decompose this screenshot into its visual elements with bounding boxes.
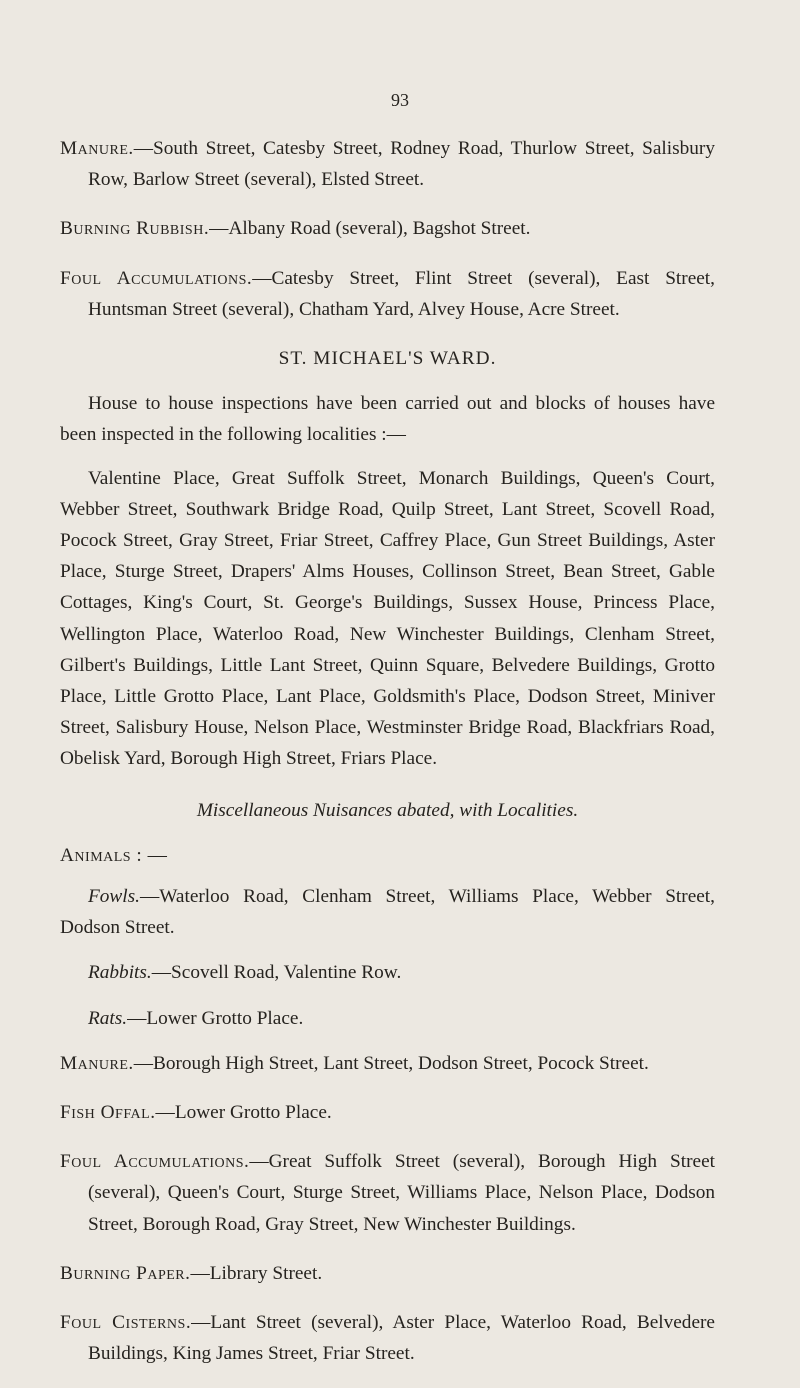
animal-name: Fowls.	[88, 886, 140, 908]
entry-burning-paper	[60, 1258, 715, 1289]
animal-text: —Scovell Road, Valentine Row.	[151, 962, 402, 984]
entry-heading: Foul Accumulations.	[60, 1151, 250, 1173]
animal-fowls	[60, 881, 715, 943]
animals-label: Animals : —	[60, 844, 168, 866]
entry-foul-accumulations-2	[60, 1146, 715, 1240]
entry-text: —Library Street.	[190, 1262, 323, 1284]
entry-heading: Foul Accumulations.	[60, 267, 253, 289]
localities-paragraph: Valentine Place, Great Suffolk Street, Monarch Buildings, Queen's Court, Webber Street, Southwark Bridge Road, Quilp Street, Lant Street, Scovell Road, Pocock Street, Gray Street, Friar Street, Caffrey Place, Gun Street Buildings, Aster Place, Sturge Street, Drapers' Alms Houses, Collinson Street, Bean Street, Gable Cottages, King's Court, St. George's Buildings, Sussex House, Princess Place, Wellington Place, Waterloo Road, New Winchester Buildings, Clenham Street, Gilbert's Buildings, Little Lant Street, Quinn Square, Belvedere Buildings, Grotto Place, Little Grotto Place, Lant Place, Goldsmith's Place, Dodson Street, Miniver Street, Salisbury House, Nelson Place, Westminster Bridge Road, Blackfriars Road, Obelisk Yard, Borough High Street, Friars Place.	[60, 467, 715, 770]
entry-text: —Albany Road (several), Bagshot Street.	[209, 218, 531, 240]
intro-paragraph: House to house inspections have been carried out and blocks of houses have been inspected in the following localities :—	[60, 393, 715, 446]
page-number: 93	[391, 90, 409, 110]
entry-text: —Borough High Street, Lant Street, Dodson Street, Pocock Street.	[133, 1052, 649, 1074]
entry-text: —Lower Grotto Place.	[155, 1102, 332, 1124]
animal-rabbits	[60, 957, 715, 988]
entry-text: —Lant Street (several), Aster Place, Waterloo Road, Belvedere Buildings, King James Street, Friar Street.	[88, 1312, 715, 1365]
entry-heading: Burning Rubbish.	[60, 218, 210, 240]
entry-burning-rubbish	[60, 213, 715, 244]
entry-foul-cisterns	[60, 1307, 715, 1369]
page-body	[60, 133, 715, 1388]
entry-heading: Burning Paper.	[60, 1262, 191, 1284]
animal-name: Rabbits.	[88, 962, 152, 984]
animal-text: —Waterloo Road, Clenham Street, Williams Place, Webber Street, Dodson Street.	[60, 886, 715, 939]
animal-name: Rats.	[88, 1007, 128, 1029]
animal-text: —Lower Grotto Place.	[127, 1007, 304, 1029]
entry-manure-2	[60, 1048, 715, 1079]
entry-fish-offal	[60, 1097, 715, 1128]
entry-manure	[60, 133, 715, 195]
entry-text: —South Street, Catesby Street, Rodney Road, Thurlow Street, Salisbury Row, Barlow Street (several), Elsted Street.	[88, 138, 715, 191]
entry-heading: Fish Offal.	[60, 1102, 156, 1124]
entry-foul-accumulations	[60, 263, 715, 325]
animal-rats	[60, 1003, 715, 1034]
entry-heading: Manure.	[60, 1052, 134, 1074]
ward-title: ST. MICHAEL'S WARD.	[278, 348, 497, 370]
nuisances-heading: Miscellaneous Nuisances abated, with Localities.	[196, 799, 579, 821]
entry-heading: Manure.	[60, 138, 134, 159]
entry-text: —Great Suffolk Street (several), Borough High Street (several), Queen's Court, Sturge Street, Williams Place, Nelson Place, Dodson Street, Borough Road, Gray Street, New Winchester Buildings.	[88, 1151, 715, 1235]
entry-text: —Catesby Street, Flint Street (several), East Street, Huntsman Street (several), Chatham Yard, Alvey House, Acre Street.	[88, 267, 715, 320]
entry-heading: Foul Cisterns.	[60, 1312, 192, 1334]
